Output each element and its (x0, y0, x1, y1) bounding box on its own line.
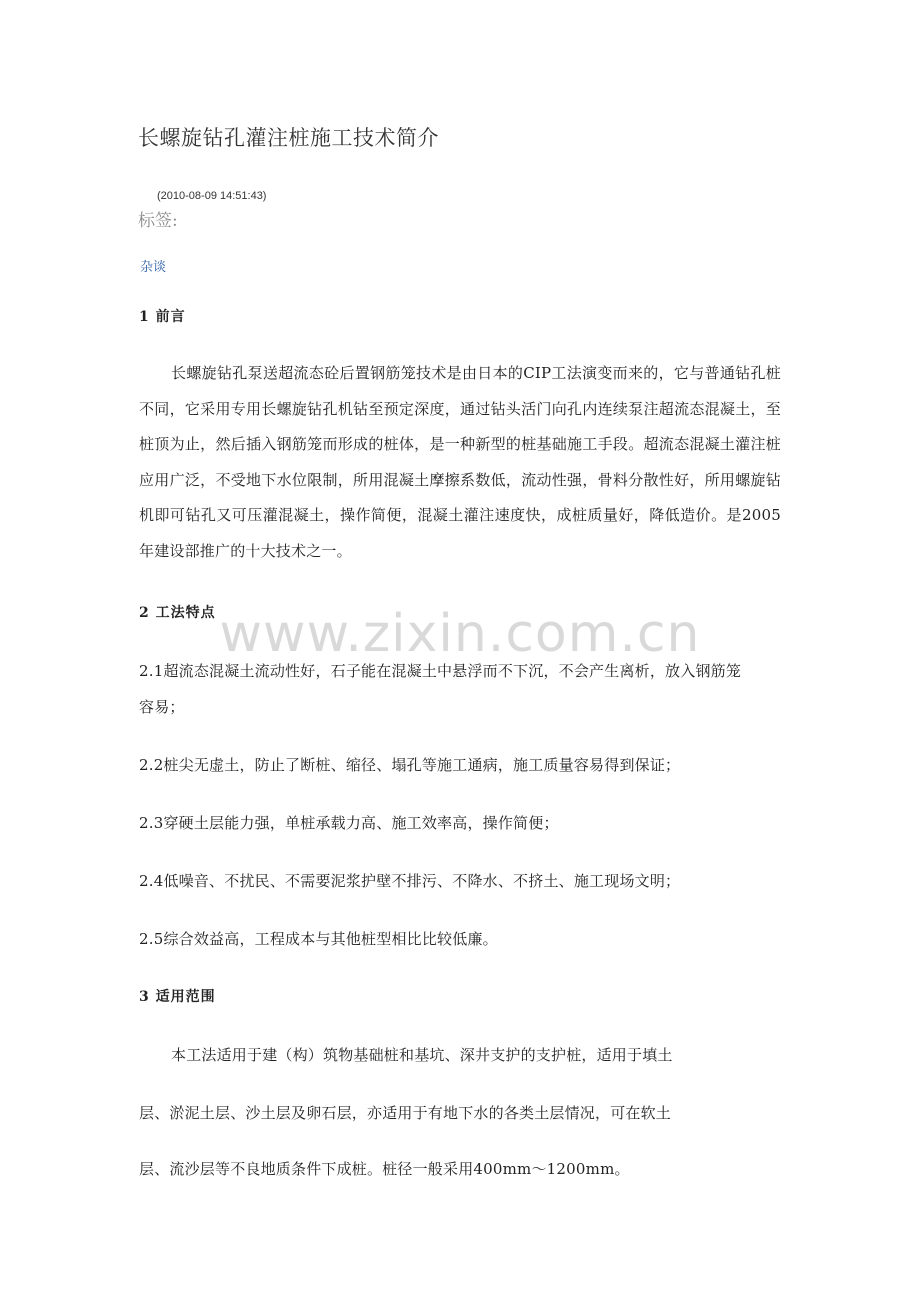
feature-item-1-line-2: 容易； (139, 698, 185, 716)
section-heading-features: 2 工法特点 (139, 605, 216, 621)
scope-line-2: 层、淤泥土层、沙土层及卵石层，亦适用于有地下水的各类土层情况，可在软土 (139, 1104, 672, 1122)
intro-paragraph: 长螺旋钻孔泵送超流态砼后置钢筋笼技术是由日本的CIP工法演变而来的，它与普通钻孔桩不同，它采用专用长螺旋钻孔机钻至预定深度，通过钻头活门向孔内连续泵注超流态混凝土，至桩顶为止，然后插入钢筋笼而形成的桩体，是一种新型的桩基础施工手段。超流态混凝土灌注桩应用广泛，不受地下水位限制，所用混凝土摩擦系数低，流动性强，骨料分散性好，所用螺旋钻机即可钻孔又可压灌混凝土，操作简便，混凝土灌注速度快，成桩质量好，降低造价。是2005年建设部推广的十大技术之一。 (139, 364, 781, 560)
feature-item-1-line-1: 2.1超流态混凝土流动性好，石子能在混凝土中悬浮而不下沉，不会产生离析，放入钢筋笼 (139, 662, 742, 680)
feature-item-2: 2.2桩尖无虚土，防止了断桩、缩径、塌孔等施工通病，施工质量容易得到保证； (139, 756, 681, 774)
feature-item-3: 2.3穿硬土层能力强，单桩承载力高、施工效率高，操作简便； (139, 814, 559, 832)
section-heading-intro: 1 前言 (139, 309, 186, 325)
article-timestamp: (2010-08-09 14:51:43) (157, 190, 267, 202)
scope-line-3: 层、流沙层等不良地质条件下成桩。桩径一般采用400mm～1200mm。 (139, 1160, 630, 1178)
feature-item-4: 2.4低噪音、不扰民、不需要泥浆护壁不排污、不降水、不挤土、施工现场文明； (139, 872, 681, 890)
feature-item-5: 2.5综合效益高，工程成本与其他桩型相比比较低廉。 (139, 930, 498, 948)
section-heading-scope: 3 适用范围 (139, 989, 216, 1005)
article-title: 长螺旋钻孔灌注桩施工技术简介 (138, 126, 439, 150)
scope-line-1: 本工法适用于建（构）筑物基础桩和基坑、深井支护的支护桩，适用于填土 (171, 1046, 673, 1064)
tag-label: 标签: (138, 211, 178, 231)
watermark: www.zixin.com.cn (219, 604, 701, 664)
tag-link[interactable]: 杂谈 (140, 260, 167, 275)
